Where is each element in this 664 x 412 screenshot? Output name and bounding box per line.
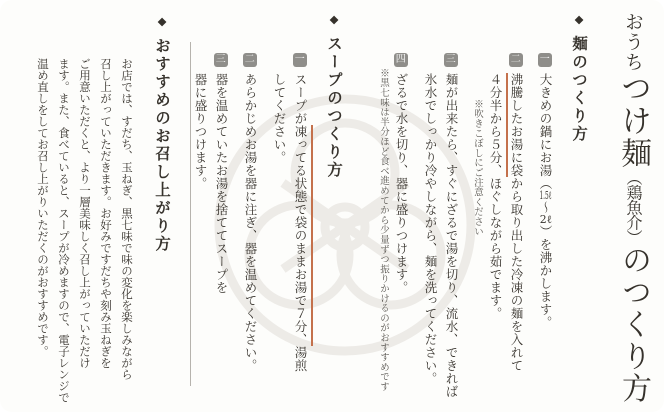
serving-text	[32, 14, 137, 412]
step-number-badge: 一	[294, 54, 306, 65]
noodle-step-1	[535, 53, 556, 412]
soup-steps	[190, 12, 311, 412]
step-line	[391, 53, 412, 412]
step-note: ※黒七味は半分ほど食べ進めてから少量ずつ振りかけるのがおすすめです	[378, 68, 389, 392]
noodle-step-4	[376, 53, 412, 412]
noodle-step-3	[420, 53, 462, 412]
step-number-badge: 三	[445, 54, 457, 65]
step-line: してください。	[272, 73, 287, 164]
soup-section-heading-label: スープのつくり方	[325, 35, 344, 180]
serving-text-line: お店では、すだち、玉ねぎ、黒七味で味の変化を楽しみながら	[120, 58, 134, 380]
noodle-section-heading	[566, 12, 592, 412]
serving-text-line: ご用意いただくと、より一層美味しく召し上がっていただけ	[78, 58, 92, 369]
quantity-text: 1.5ℓ	[539, 190, 552, 201]
serving-text-line: ます。また、食べていると、スープが冷めますので、電子レンジで	[57, 58, 71, 403]
step-text: 湯煎	[293, 346, 308, 372]
step-line: 器に盛りつけます。	[193, 73, 208, 190]
step-text: 器を温めていたお湯を捨ててスープを	[214, 73, 229, 294]
step-number-badge: 二	[244, 54, 256, 65]
serving-section-heading-label: おすすめのお召し上がり方	[153, 37, 172, 254]
step-text: ざるで水を切り、器に盛りつけます。	[394, 73, 409, 294]
page-title	[611, 12, 656, 412]
soup-step-2	[240, 53, 261, 412]
step-text: 大きめの鍋にお湯（	[538, 73, 553, 190]
soup-step-3	[190, 53, 232, 412]
step-text: ほぐしながら茹でます。	[488, 177, 503, 320]
diamond-icon: ◆	[155, 14, 169, 31]
step-line	[240, 53, 261, 412]
diamond-icon: ◆	[572, 12, 586, 29]
step-number-badge: 一	[539, 54, 551, 65]
step-line	[211, 53, 232, 412]
step-line	[485, 73, 506, 412]
step-text: あらかじめお湯を器に注ぎ、器を温めてください。	[243, 73, 258, 372]
title-variant: （鶏魚介）	[624, 169, 643, 245]
serving-text-line: 温め直しをしてお召し上がりいただくのがおすすめです。	[36, 58, 50, 357]
step-line	[506, 53, 527, 412]
noodle-section	[368, 12, 592, 412]
emphasized-text: 凍ってる状態で袋のままお湯で７分、	[293, 125, 313, 346]
emphasized-text: ４分半から５分、	[488, 73, 508, 177]
section-divider	[190, 42, 191, 386]
serving-text-line: 召し上がっていただきます。お好みですだちや刻み玉ねぎを	[99, 58, 113, 369]
step-number-badge: 四	[395, 54, 407, 65]
soup-section-heading	[321, 12, 347, 412]
step-line: 氷水でしっかり冷やしながら、麺を洗ってください。	[423, 73, 438, 385]
noodle-step-2	[470, 53, 527, 412]
step-text: 沸騰したお湯に袋から取り出した冷凍の麺を入れて	[509, 73, 524, 372]
serving-section-heading	[149, 14, 175, 412]
step-note: ※吹きこぼしにご注意ください	[472, 99, 483, 237]
step-line	[441, 53, 462, 412]
step-line	[535, 53, 556, 412]
step-text: ～	[538, 201, 553, 214]
soup-step-1	[269, 53, 311, 412]
noodle-steps	[376, 12, 556, 412]
serving-section	[32, 14, 175, 412]
step-line	[290, 53, 311, 412]
title-suffix: のつくり方	[616, 244, 651, 405]
diamond-icon: ◆	[327, 12, 341, 29]
step-text: 麺が出来たら、すぐにざるで湯を切り、流水、できれば	[444, 73, 459, 398]
noodle-section-heading-label: 麺のつくり方	[570, 35, 589, 144]
soup-section	[182, 12, 347, 412]
title-main: つけ麺	[615, 72, 651, 170]
step-text: スープが	[293, 73, 308, 125]
step-number-badge: 二	[510, 54, 522, 65]
title-prefix: おうち	[622, 12, 644, 72]
quantity-text: 2ℓ	[539, 214, 552, 225]
step-text: ）を沸かします。	[538, 225, 553, 329]
step-number-badge: 三	[215, 54, 227, 65]
